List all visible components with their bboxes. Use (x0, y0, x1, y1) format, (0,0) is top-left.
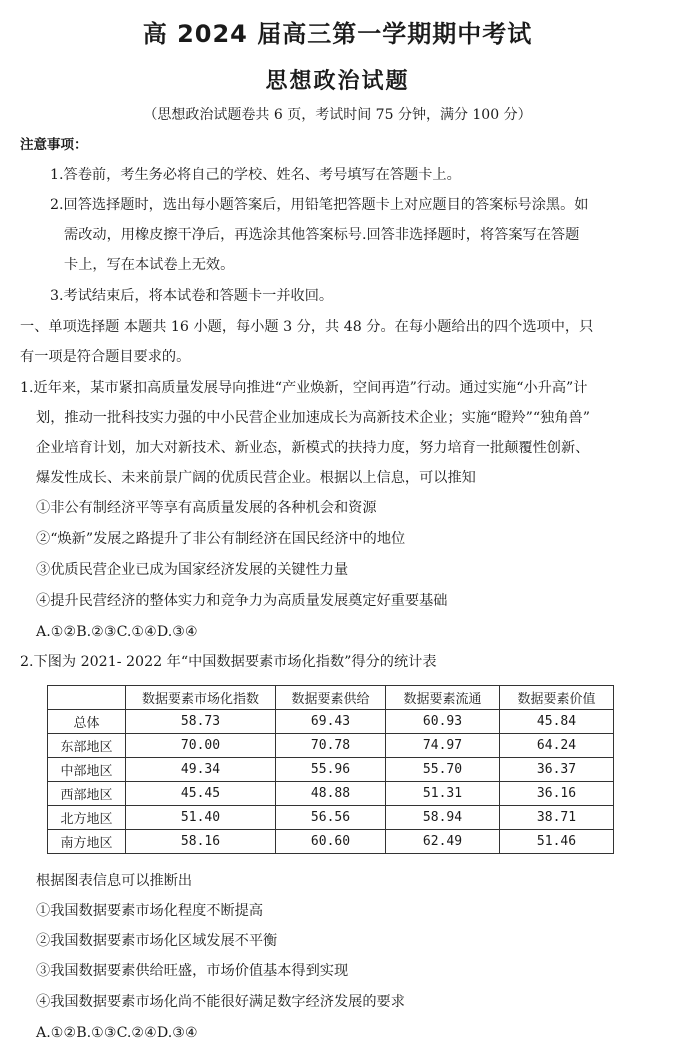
q2-option: ④我国数据要素市场化尚不能很好满足数字经济发展的要求 (36, 994, 405, 1010)
table-row (48, 782, 614, 806)
q1-option: ③优质民营企业已成为国家经济发展的关键性力量 (36, 562, 349, 578)
supply-cell: 56.56 (276, 806, 386, 830)
notice-line: 卡上，写在本试卷上无效。 (64, 257, 235, 273)
index-cell: 51.40 (126, 806, 276, 830)
supply-cell: 69.43 (276, 710, 386, 734)
notice-heading: 注意事项： (20, 137, 88, 153)
q1-option: ④提升民营经济的整体实力和竞争力为高质量发展奠定好重要基础 (36, 593, 448, 609)
q1-answers: A.①②B.②③C.①④D.③④ (36, 624, 198, 640)
q1-stem: 企业培育计划，加大对新技术、新业态，新模式的扶持力度，努力培育一批颠覆性创新、 (36, 440, 590, 456)
table-header-cell (48, 686, 126, 710)
value-cell: 45.84 (500, 710, 614, 734)
circulation-cell: 62.49 (386, 830, 500, 854)
circulation-cell: 60.93 (386, 710, 500, 734)
supply-cell: 60.60 (276, 830, 386, 854)
q1-stem: 爆发性成长、未来前景广阔的优质民营企业。根据以上信息，可以推知 (36, 470, 476, 486)
value-cell: 38.71 (500, 806, 614, 830)
supply-cell: 48.88 (276, 782, 386, 806)
region-cell: 东部地区 (48, 734, 126, 758)
index-cell: 58.16 (126, 830, 276, 854)
table-header-cell: 数据要素价值 (500, 686, 614, 710)
notice-line: 3.考试结束后，将本试卷和答题卡一并收回。 (50, 288, 334, 304)
q2-prompt: 根据图表信息可以推断出 (36, 873, 193, 889)
table-row (48, 830, 614, 854)
q1-stem: 1.近年来，某市紧扣高质量发展导向推进“产业焕新，空间再造”行动。通过实施“小升高”计 (20, 380, 588, 396)
region-cell: 南方地区 (48, 830, 126, 854)
section-instruction: 一、单项选择题 本题共 16 小题，每小题 3 分，共 48 分。在每小题给出的四个选项中，只 (20, 319, 594, 335)
q2-answers: A.①②B.①③C.②④D.③④ (36, 1025, 198, 1041)
circulation-cell: 55.70 (386, 758, 500, 782)
value-cell: 36.16 (500, 782, 614, 806)
subject-title: 思想政治试题 (265, 69, 410, 94)
index-cell: 49.34 (126, 758, 276, 782)
region-cell: 西部地区 (48, 782, 126, 806)
q2-option: ②我国数据要素市场化区域发展不平衡 (36, 933, 278, 949)
q2-option: ①我国数据要素市场化程度不断提高 (36, 903, 264, 919)
table-header-cell: 数据要素流通 (386, 686, 500, 710)
table-header-row (48, 686, 614, 710)
exam-info: （思想政治试题卷共 6 页，考试时间 75 分钟，满分 100 分） (143, 107, 532, 123)
region-cell: 总体 (48, 710, 126, 734)
value-cell: 51.46 (500, 830, 614, 854)
supply-cell: 70.78 (276, 734, 386, 758)
region-cell: 北方地区 (48, 806, 126, 830)
table-row (48, 710, 614, 734)
supply-cell: 55.96 (276, 758, 386, 782)
notice-line: 需改动，用橡皮擦干净后，再选涂其他答案标号.回答非选择题时，将答案写在答题 (64, 227, 580, 243)
value-cell: 64.24 (500, 734, 614, 758)
value-cell: 36.37 (500, 758, 614, 782)
q1-option: ①非公有制经济平等享有高质量发展的各种机会和资源 (36, 500, 377, 516)
section-instruction: 有一项是符合题目要求的。 (20, 349, 191, 365)
table-header-cell: 数据要素供给 (276, 686, 386, 710)
q1-stem: 划，推动一批科技实力强的中小民营企业加速成长为高新技术企业；实施“瞪羚”“独角兽” (36, 410, 590, 426)
q1-option: ②“焕新”发展之路提升了非公有制经济在国民经济中的地位 (36, 531, 406, 547)
q2-stem: 2.下图为 2021- 2022 年“中国数据要素市场化指数”得分的统计表 (20, 654, 437, 670)
market-index-table (47, 685, 614, 854)
table-row (48, 734, 614, 758)
index-cell: 45.45 (126, 782, 276, 806)
table-row (48, 758, 614, 782)
circulation-cell: 74.97 (386, 734, 500, 758)
q2-option: ③我国数据要素供给旺盛，市场价值基本得到实现 (36, 963, 349, 979)
notice-line: 1.答卷前，考生务必将自己的学校、姓名、考号填写在答题卡上。 (50, 167, 461, 183)
region-cell: 中部地区 (48, 758, 126, 782)
exam-title: 高 2024 届高三第一学期期中考试 (142, 20, 533, 48)
notice-line: 2.回答选择题时，选出每小题答案后，用铅笔把答题卡上对应题目的答案标号涂黑。如 (50, 197, 589, 213)
table-header-cell: 数据要素市场化指数 (126, 686, 276, 710)
table-row (48, 806, 614, 830)
index-cell: 70.00 (126, 734, 276, 758)
circulation-cell: 58.94 (386, 806, 500, 830)
circulation-cell: 51.31 (386, 782, 500, 806)
index-cell: 58.73 (126, 710, 276, 734)
